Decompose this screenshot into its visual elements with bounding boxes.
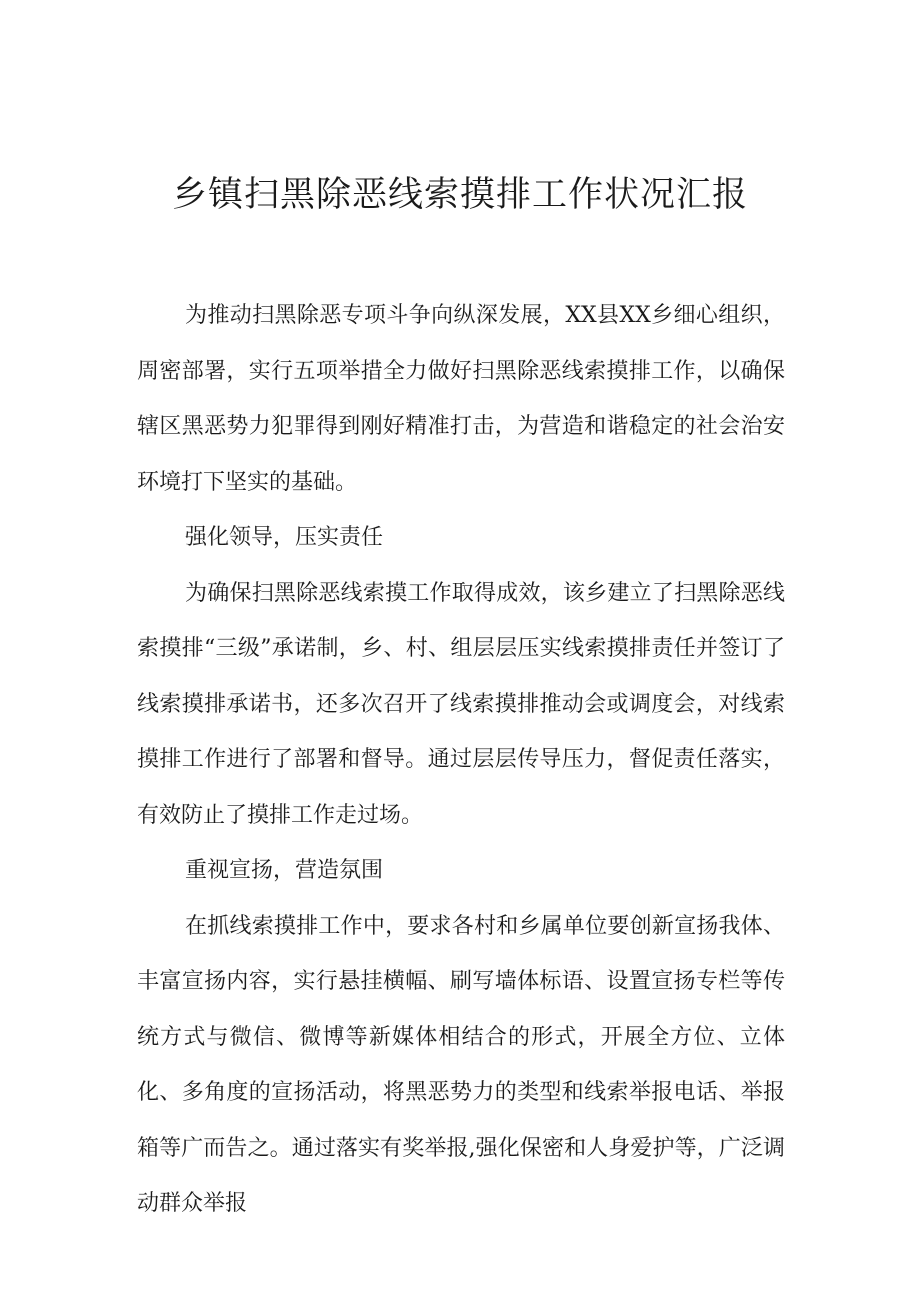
leadership-paragraph: 为确保扫黑除恶线索摸工作取得成效，该乡建立了扫黑除恶线索摸排“三级”承诺制，乡、村、组层层压实线索摸排责任并签订了线索摸排承诺书，还多次召开了线索摸排推动会或调度会，对线索摸排工作进行了部署和督导。通过层层传导压力，督促责任落实，有效防止了摸排工作走过场。 [137,580,785,828]
section-heading-publicity: 重视宣扬，营造氛围 [185,858,384,883]
document-body [137,288,785,1232]
publicity-paragraph: 在抓线索摸排工作中，要求各村和乡属单位要创新宣扬我体、丰富宣扬内容，实行悬挂横幅、刷写墙体标语、设置宣扬专栏等传统方式与微信、微博等新媒体相结合的形式，开展全方位、立体化、多角度的宣扬活动，将黑恶势力的类型和线索举报电话、举报箱等广而告之。通过落实有奖举报,强化保密和人身爱护等，广泛调动群众举报 [137,913,785,1216]
intro-paragraph: 为推动扫黑除恶专项斗争向纵深发展，XX县XX乡细心组织，周密部署，实行五项举措全力做好扫黑除恶线索摸排工作，以确保辖区黑恶势力犯罪得到刚好精准打击，为营造和谐稳定的社会治安环境打下坚实的基础。 [137,303,785,495]
section-heading-leadership: 强化领导，压实责任 [185,525,384,550]
document-title: 乡镇扫黑除恶线索摸排工作状况汇报 [171,175,748,215]
